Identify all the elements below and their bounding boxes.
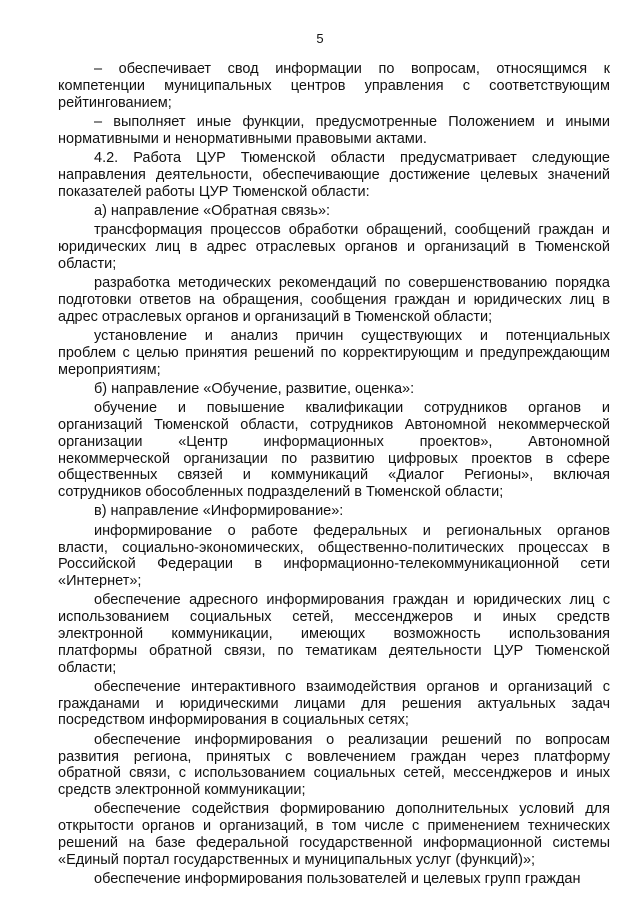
- paragraph-line: обеспечение информирования о реализации решений по вопросам: [94, 731, 610, 748]
- paragraph-line: б) направление «Обучение, развитие, оценка»:: [94, 380, 415, 397]
- document-paragraph: [94, 503, 610, 520]
- paragraph-line: нормативными и ненормативными правовыми актами.: [58, 130, 427, 147]
- paragraph-line: – обеспечивает свод информации по вопросам, относящимся к: [94, 61, 610, 77]
- document-body: [58, 61, 610, 890]
- paragraph-line: Российской Федерации в информационно-телекоммуникационной сети: [58, 556, 610, 573]
- paragraph-line: в) направление «Информирование»:: [94, 503, 344, 520]
- paragraph-line: власти, социально-экономических, общественно-политических процессах в: [58, 539, 610, 556]
- paragraph-line: юридических лиц в адрес отраслевых органов и организаций в Тюменской: [58, 238, 610, 255]
- paragraph-line: мероприятиям;: [58, 361, 161, 378]
- document-paragraph: [58, 327, 610, 378]
- paragraph-line: обеспечение содействия формированию дополнительных условий для: [94, 801, 610, 818]
- paragraph-line: платформы обратной связи, по тематикам деятельности ЦУР Тюменской: [58, 642, 610, 659]
- paragraph-line: обратной связи, с использованием социальных сетей, мессенджеров и иных: [58, 765, 610, 782]
- paragraph-line: разработка методических рекомендаций по совершенствованию порядка: [94, 275, 610, 292]
- paragraph-line: электронной коммуникации, имеющих возможность использования: [58, 626, 610, 642]
- paragraph-line: обеспечение интерактивного взаимодействия органов и организаций с: [94, 678, 610, 695]
- page-number: 5: [316, 31, 324, 46]
- paragraph-line: сотрудников обособленных подразделений в Тюменской области;: [58, 484, 504, 501]
- paragraph-line: посредством информирования в социальных сетях;: [58, 712, 409, 729]
- document-paragraph: [58, 275, 610, 325]
- paragraph-line: обеспечение адресного информирования граждан и юридических лиц с: [94, 592, 610, 609]
- paragraph-line: гражданами и юридическими лицами для решения актуальных задач: [58, 695, 610, 712]
- document-paragraph: [58, 731, 610, 799]
- paragraph-line: области;: [58, 659, 117, 676]
- document-paragraph: [58, 592, 610, 676]
- paragraph-line: области;: [58, 255, 117, 272]
- paragraph-line: подготовки ответов на обращения, сообщения граждан и юридических лиц в: [58, 291, 610, 308]
- document-paragraph: [58, 61, 610, 111]
- paragraph-line: – выполняет иные функции, предусмотренные Положением и иными: [94, 113, 610, 130]
- paragraph-line: обеспечение информирования пользователей и целевых групп граждан: [94, 871, 581, 888]
- paragraph-line: решений на базе федеральной государственной информационной системы: [58, 835, 610, 852]
- paragraph-line: «Единый портал государственных и муниципальных услуг (функций)»;: [58, 851, 536, 868]
- paragraph-line: компетенции муниципальных центров управления с соответствующим: [58, 77, 610, 94]
- paragraph-line: 4.2. Работа ЦУР Тюменской области предусматривает следующие: [94, 149, 610, 166]
- paragraph-line: рейтингованием;: [58, 94, 172, 111]
- paragraph-line: а) направление «Обратная связь»:: [94, 202, 331, 219]
- paragraph-line: использованием социальных сетей, мессенджеров и иных средств: [58, 609, 610, 626]
- document-paragraph: [58, 222, 610, 272]
- document-paragraph: [58, 801, 610, 868]
- paragraph-line: организации «Центр информационных проектов», Автономной: [58, 433, 610, 450]
- paragraph-line: направления деятельности, обеспечивающие достижение целевых значений: [58, 166, 610, 183]
- document-paragraph: [58, 400, 610, 501]
- document-paragraph: [94, 871, 610, 888]
- paragraph-line: развития региона, принятых с вовлечением граждан через платформу: [58, 748, 610, 765]
- paragraph-line: общественных связей и коммуникаций «Диалог Регионы», включая: [58, 467, 610, 484]
- paragraph-line: некоммерческой организации по развитию цифровых проектов в сфере: [58, 450, 610, 467]
- document-paragraph: [58, 149, 610, 200]
- paragraph-line: информирование о работе федеральных и региональных органов: [94, 522, 610, 539]
- paragraph-line: трансформация процессов обработки обращений, сообщений граждан и: [94, 222, 610, 239]
- document-paragraph: [58, 678, 610, 729]
- document-paragraph: [58, 113, 610, 148]
- document-paragraph: [94, 203, 610, 220]
- paragraph-line: открытости органов и организаций, в том числе с применением технических: [58, 818, 610, 835]
- paragraph-line: показателей работы ЦУР Тюменской области:: [58, 183, 370, 200]
- paragraph-line: проблем с целью принятия решений по корректирующим и предупреждающим: [58, 344, 610, 361]
- paragraph-line: обучение и повышение квалификации сотрудников органов и: [94, 400, 610, 417]
- paragraph-line: адрес отраслевых органов и организаций в Тюменской области;: [58, 308, 493, 325]
- paragraph-line: «Интернет»;: [58, 573, 142, 590]
- paragraph-line: установление и анализ причин существующих и потенциальных: [94, 327, 610, 344]
- document-paragraph: [94, 381, 610, 398]
- document-paragraph: [58, 522, 610, 590]
- paragraph-line: организаций Тюменской области, сотрудников Автономной некоммерческой: [58, 416, 610, 433]
- paragraph-line: средств электронной коммуникации;: [58, 782, 306, 799]
